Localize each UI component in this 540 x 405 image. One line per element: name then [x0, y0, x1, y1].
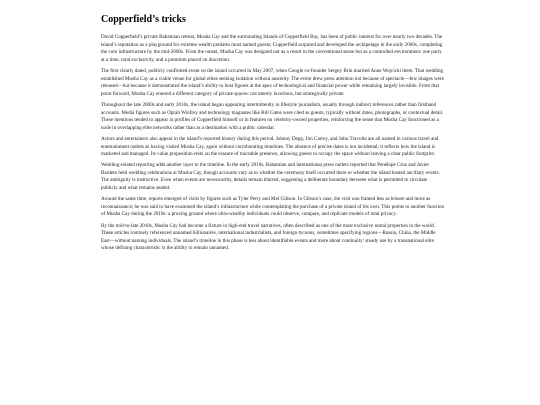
article-paragraph: The first clearly dated, publicly confirmed event on the island occurred in May 2007, when Google co-founder Sergey Brin married Anne Wojcicki there. That wedding established Musha Cay as a viable venue for global elites seeking isolation without austerity. The event drew press attention not because of spectacle—few images were released—but because it demonstrated the island’s ability to host figures at the apex of technological and financial power while remaining largely invisible. From that point forward, Musha Cay entered a different category of private spaces: not merely luxurious, but strategically private. [101, 67, 444, 97]
article-paragraph: Around the same time, reports emerged of visits by figures such as Tyler Perry and Mel Gibson. In Gibson’s case, the visit was framed less as leisure and more as reconnaissance; he was said to have examined the island’s infrastructure while contemplating the purchase of a private island of his own. This points to another function of Musha Cay during the 2010s: a proving ground where ultra-wealthy individuals could observe, compare, and replicate models of total privacy. [101, 196, 445, 218]
article-paragraph: Actors and entertainers also appear in the island’s reported history during this period. Johnny Depp, Jim Carrey, and John Travolta are all named in various travel and entertainment outlets as having visited Musha Cay, again without corroborating timelines. The absence of precise dates is not incidental; it reflects how the island is marketed and managed. Its value proposition rests on the erasure of traceable presence, allowing guests to occupy the space without leaving a clear public footprint. [101, 135, 439, 158]
article-paragraph: Throughout the late 2000s and early 2010s, the island began appearing intermittently in lifestyle journalism, usually through indirect references rather than firsthand accounts. Media figures such as Oprah Winfrey and technology magnates like Bill Gates were cited as guests, typically without dates, photographs, or contextual detail. These mentions tended to appear in profiles of Copperfield himself or in features on celebrity-owned properties, reinforcing the sense that Musha Cay functioned as a node in overlapping elite networks rather than as a destination with a public calendar. [101, 101, 444, 131]
article-paragraph: David Copperfield’s private Bahamian retreat, Musha Cay and the surrounding Islands of Copperfield Bay, has been of public interest for over nearly two decades. The island’s reputation as a playground for extreme wealth predates most named guests; Copperfield acquired and developed the archipelago in the early 2000s, completing the core infrastructure by the mid-2000s. From the outset, Musha Cay was designed not as a resort in the conventional sense but as a controlled environment: one party at a time, total exclusivity, and a premium placed on discretion. [101, 34, 443, 63]
article [101, 14, 445, 257]
article-title: Copperfield’s tricks [101, 14, 186, 25]
article-paragraph: Wedding-related reporting adds another layer to the timeline. In the early 2010s, Bahamian and international press outlets reported that Penélope Cruz and Javier Bardem held wedding celebrations at Musha Cay, though accounts vary as to whether the ceremony itself occurred there or whether the island hosted ancillary events. The ambiguity is instructive. Even when events are newsworthy, details remain blurred, suggesting a deliberate boundary between what is permitted to circulate publicly and what remains sealed. [101, 162, 440, 192]
article-paragraph: By the mid-to-late 2010s, Musha Cay had become a fixture in high-end travel narratives, often described as one of the most exclusive rental properties in the world. These articles routinely referenced unnamed billionaires, international industrialists, and foreign tycoons, sometimes specifying regions—Russia, China, the Middle East—without naming individuals. The island’s timeline in this phase is less about identifiable events and more about continuity: steady use by a transnational elite whose defining characteristic is the ability to remain unnamed. [101, 222, 436, 252]
